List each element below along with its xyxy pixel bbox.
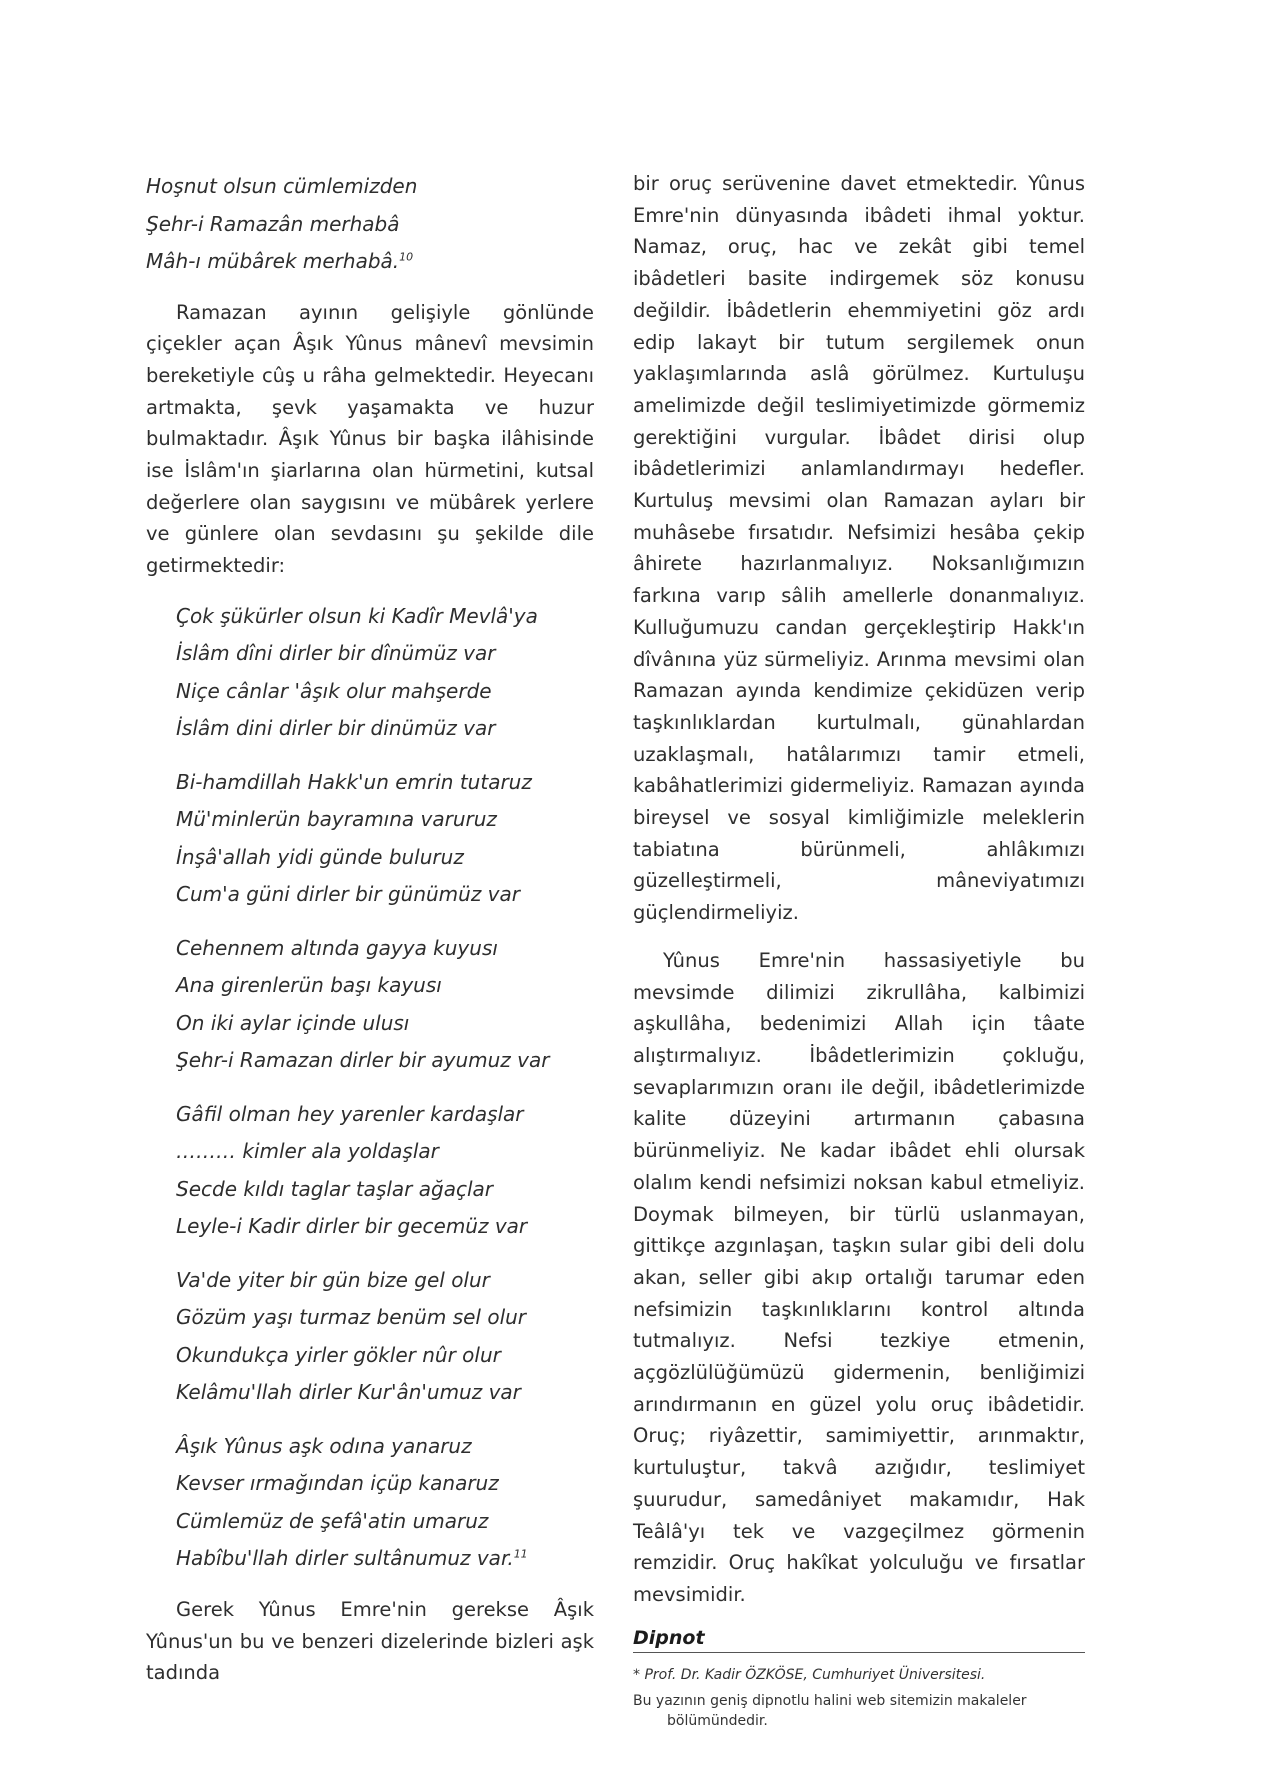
- poem-stanza: [176, 1096, 594, 1246]
- poem-stanza: [176, 930, 594, 1080]
- poem-stanza: [176, 598, 594, 748]
- verse-line: Hoşnut olsun cümlemizden: [146, 174, 418, 198]
- verse-line: On iki aylar içinde ulusı: [176, 1010, 410, 1035]
- paragraph: Ramazan ayının gelişiyle gönlünde çiçekler açan Âşık Yûnus mânevî mevsimin bereketiyle cûş u râha gelmektedir. Heyecanı artmakta, şevk yaşamakta ve huzur bulmaktadır. Âşık Yûnus bir başka ilâhisinde ise İslâm'ın şiarlarına olan hürmetini, kutsal değerlere olan saygısını ve mübârek yerlere ve günlere olan sevdasını şu şekilde dile getirmektedir:: [146, 300, 594, 578]
- footnote-web: Bu yazının geniş dipnotlu halini web sitemizin makaleler bölümündedir.: [633, 1692, 1027, 1729]
- right-column: [633, 168, 1085, 1731]
- opening-verse: [146, 168, 594, 281]
- verse-line: Mü'minlerün bayramına varuruz: [176, 807, 497, 832]
- verse-line: Kevser ırmağından içüp kanaruz: [176, 1471, 499, 1496]
- footnote-ref: 11: [513, 1547, 528, 1561]
- verse-line: Şehr-i Ramazan dirler bir ayumuz var: [176, 1048, 550, 1073]
- footnote-ref: 10: [399, 250, 414, 264]
- verse-line: Bi-hamdillah Hakk'un emrin tutaruz: [176, 769, 532, 794]
- verse-line: İnşâ'allah yidi günde buluruz: [176, 844, 464, 869]
- verse-line: Kelâmu'llah dirler Kur'ân'umuz var: [176, 1380, 521, 1405]
- verse-line: Cehennem altında gayya kuyusı: [176, 935, 498, 960]
- paragraph: Yûnus Emre'nin hassasiyetiyle bu mevsimde dilimizi zikrullâha, kalbimizi aşkullâha, bedenimizi Allah için tâate alıştırmalıyız. İbâdetlerimizin çokluğu, sevaplarımızın oranı ile değil, ibâdetlerimizde kalite düzeyini artırmanın çabasına bürünmeliyiz. Ne kadar ibâdet ehli olursak olalım kendi nefsimizi noksan kabul etmeliyiz. Doymak bilmeyen, bir türlü uslanmayan, gittikçe azgınlaşan, taşkın sular gibi deli dolu akan, seller gibi akıp ortalığı tarumar eden nefsimizin taşkınlıklarını kontrol altında tutmalıyız. Nefsi tezkiye etmenin, açgözlülüğümüzü gidermenin, benliğimizi arındırmanın en güzel yolu oruç ibâdetidir. Oruç; riyâzettir, samimiyettir, arınmaktır, kurtuluştur, takvâ azığıdır, teslimiyet şuurudur, samedâniyet makamıdır, Hak Teâlâ'yı tek ve vazgeçilmez görmenin remzidir. Oruç hakîkat yolculuğu ve fırsatlar mevsimidir.: [633, 948, 1085, 1606]
- verse-line: Secde kıldı taglar taşlar ağaçlar: [176, 1176, 493, 1201]
- footnote-author: * Prof. Dr. Kadir ÖZKÖSE, Cumhuriyet Üniversitesi.: [633, 1666, 986, 1683]
- verse-line: Âşık Yûnus aşk odına yanaruz: [176, 1433, 472, 1458]
- poem-stanza: [176, 1262, 594, 1412]
- verse-line: Gözüm yaşı turmaz benüm sel olur: [176, 1305, 527, 1330]
- verse-line: Niçe cânlar 'âşık olur mahşerde: [176, 678, 492, 703]
- verse-line: Şehr-i Ramazân merhabâ: [146, 211, 400, 236]
- footnote-heading: Dipnot: [633, 1627, 1085, 1653]
- verse-line: Habîbu'llah dirler sultânumuz var.$^{11}$: [176, 1546, 528, 1571]
- paragraph: bir oruç serüvenine davet etmektedir. Yûnus Emre'nin dünyasında ibâdeti ihmal yoktur. Namaz, oruç, hac ve zekât gibi temel ibâdetleri basite indirgemek söz konusu değildir. İbâdetlerin ehemmiyetini göz ardı edip lakayt bir tutum sergilemek onun yaklaşımlarında aslâ görülmez. Kurtuluşu amelimizde değil teslimiyetimizde görmemiz gerektiğini vurgular. İbâdet dirisi olup ibâdetlerimizi anlamlandırmayı hedefler. Kurtuluş mevsimi olan Ramazan ayları bir muhâsebe fırsatıdır. Nefsimizi hesâba çekip âhirete hazırlanmalıyız. Noksanlığımızın farkına varıp sâlih amellerle donanmalıyız. Kulluğumuzu candan gerçekleştirip Hakk'ın dîvânına yüz sürmeliyiz. Arınma mevsimi olan Ramazan ayında kendimize çekidüzen verip taşkınlıklardan kurtulmalı, günahlardan uzaklaşmalı, hatâlarımızı tamir etmeli, kabâhatlerimizi gidermeliyiz. Ramazan ayında bireysel ve sosyal kimliğimizle meleklerin tabiatına bürünmeli, ahlâkımızı güzelleştirmeli, mâneviyatımızı güçlendirmeliyiz.: [633, 172, 1085, 925]
- poem-stanza: [176, 1428, 594, 1578]
- verse-line: Çok şükürler olsun ki Kadîr Mevlâ'ya: [176, 603, 538, 628]
- verse-line: İslâm dîni dirler bir dînümüz var: [176, 641, 496, 666]
- verse-line: İslâm dini dirler bir dinümüz var: [176, 716, 496, 741]
- verse-line: Okundukça yirler gökler nûr olur: [176, 1342, 501, 1367]
- verse-line: Va'de yiter bir gün bize gel olur: [176, 1267, 490, 1292]
- poem: [176, 598, 594, 1578]
- poem-stanza: [176, 764, 594, 914]
- verse-line: Leyle-i Kadir dirler bir gecemüz var: [176, 1214, 528, 1239]
- paragraph: Gerek Yûnus Emre'nin gerekse Âşık Yûnus'un bu ve benzeri dizelerinde bizleri aşk tadında: [146, 1597, 594, 1685]
- left-column: [146, 168, 594, 1705]
- verse-line: Cum'a güni dirler bir günümüz var: [176, 882, 520, 907]
- verse-line: ……… kimler ala yoldaşlar: [176, 1139, 439, 1164]
- verse-line: Ana girenlerün başı kayusı: [176, 973, 442, 998]
- verse-line: Cümlemüz de şefâ'atin umaruz: [176, 1508, 489, 1533]
- verse-line: Mâh-ı mübârek merhabâ.$^{10}$: [146, 249, 414, 273]
- verse-line: Gâfil olman hey yarenler kardaşlar: [176, 1101, 524, 1126]
